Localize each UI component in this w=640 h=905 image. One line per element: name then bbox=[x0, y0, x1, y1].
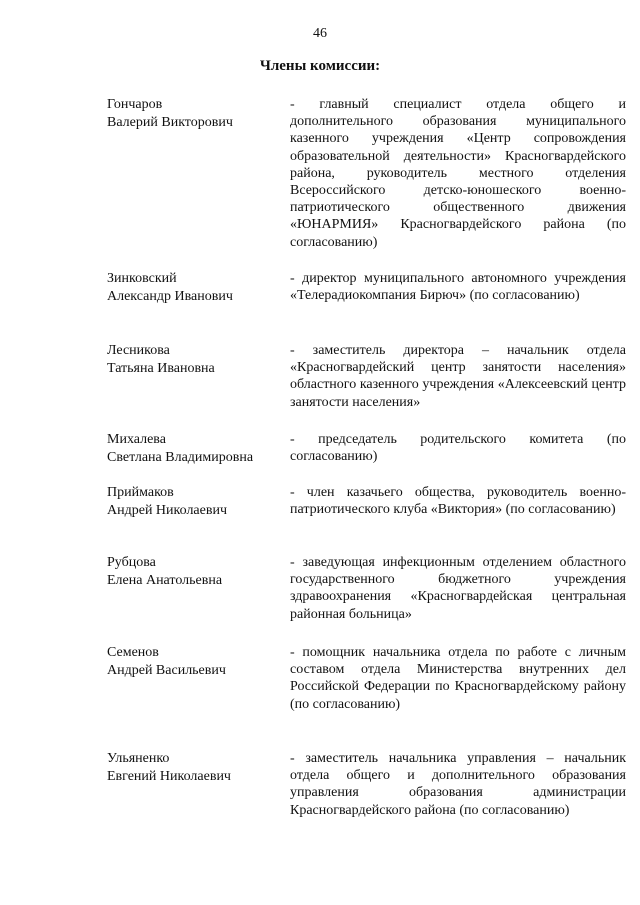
member-role: - председатель родительского комитета (по согласованию) bbox=[290, 432, 626, 465]
member-role: - заведующая инфекционным отделением областного государственного бюджетного учреждения здравоохранения «Красногвардейская центральная районная больница» bbox=[290, 555, 626, 622]
member-name bbox=[107, 342, 287, 378]
member-role: - член казачьего общества, руководитель военно-патриотического клуба «Виктория» (по согласованию) bbox=[290, 485, 626, 518]
member-surname: Гончаров bbox=[107, 97, 163, 112]
member-name bbox=[107, 431, 287, 467]
member-name bbox=[107, 484, 287, 520]
member-given-names: Светлана Владимировна bbox=[107, 450, 254, 465]
member-given-names: Татьяна Ивановна bbox=[107, 361, 215, 376]
member-given-names: Евгений Николаевич bbox=[107, 769, 231, 784]
member-name bbox=[107, 750, 287, 786]
member-role: - директор муниципального автономного учреждения «Телерадиокомпания Бирюч» (по согласованию) bbox=[290, 271, 626, 304]
member-surname: Рубцова bbox=[107, 555, 156, 570]
member-name bbox=[107, 644, 287, 680]
member-given-names: Валерий Викторович bbox=[107, 115, 233, 130]
member-surname: Зинковский bbox=[107, 271, 177, 286]
member-role: - заместитель начальника управления – начальник отдела общего и дополнительного образования управления образования администрации Красногвардейского района (по согласованию) bbox=[290, 751, 626, 818]
member-role: - главный специалист отдела общего и дополнительного образования муниципального казенного учреждения «Центр сопровождения образовательной деятельности» Красногвардейского района, руководитель местного отделения Всероссийского детско-юношеского военно-патриотического общественного движения «ЮНАРМИЯ» Красногвардейского района (по согласованию) bbox=[290, 97, 626, 250]
member-surname: Семенов bbox=[107, 645, 159, 660]
member-surname: Приймаков bbox=[107, 485, 174, 500]
member-surname: Михалева bbox=[107, 432, 166, 447]
member-given-names: Андрей Васильевич bbox=[107, 663, 226, 678]
member-surname: Лесникова bbox=[107, 343, 170, 358]
member-given-names: Александр Иванович bbox=[107, 289, 233, 304]
member-given-names: Елена Анатольевна bbox=[107, 573, 223, 588]
member-name bbox=[107, 96, 287, 132]
member-role: - заместитель директора – начальник отдела «Красногвардейский центр занятости населения» областного казенного учреждения «Алексеевский центр занятости населения» bbox=[290, 343, 626, 410]
section-heading: Члены комиссии: bbox=[259, 58, 381, 74]
member-surname: Ульяненко bbox=[107, 751, 170, 766]
member-name bbox=[107, 270, 287, 306]
member-name bbox=[107, 554, 287, 590]
page-number: 46 bbox=[313, 26, 327, 41]
member-given-names: Андрей Николаевич bbox=[107, 503, 227, 518]
member-role: - помощник начальника отдела по работе с личным составом отдела Министерства внутренних дел Российской Федерации по Красногвардейскому району (по согласованию) bbox=[290, 645, 626, 712]
